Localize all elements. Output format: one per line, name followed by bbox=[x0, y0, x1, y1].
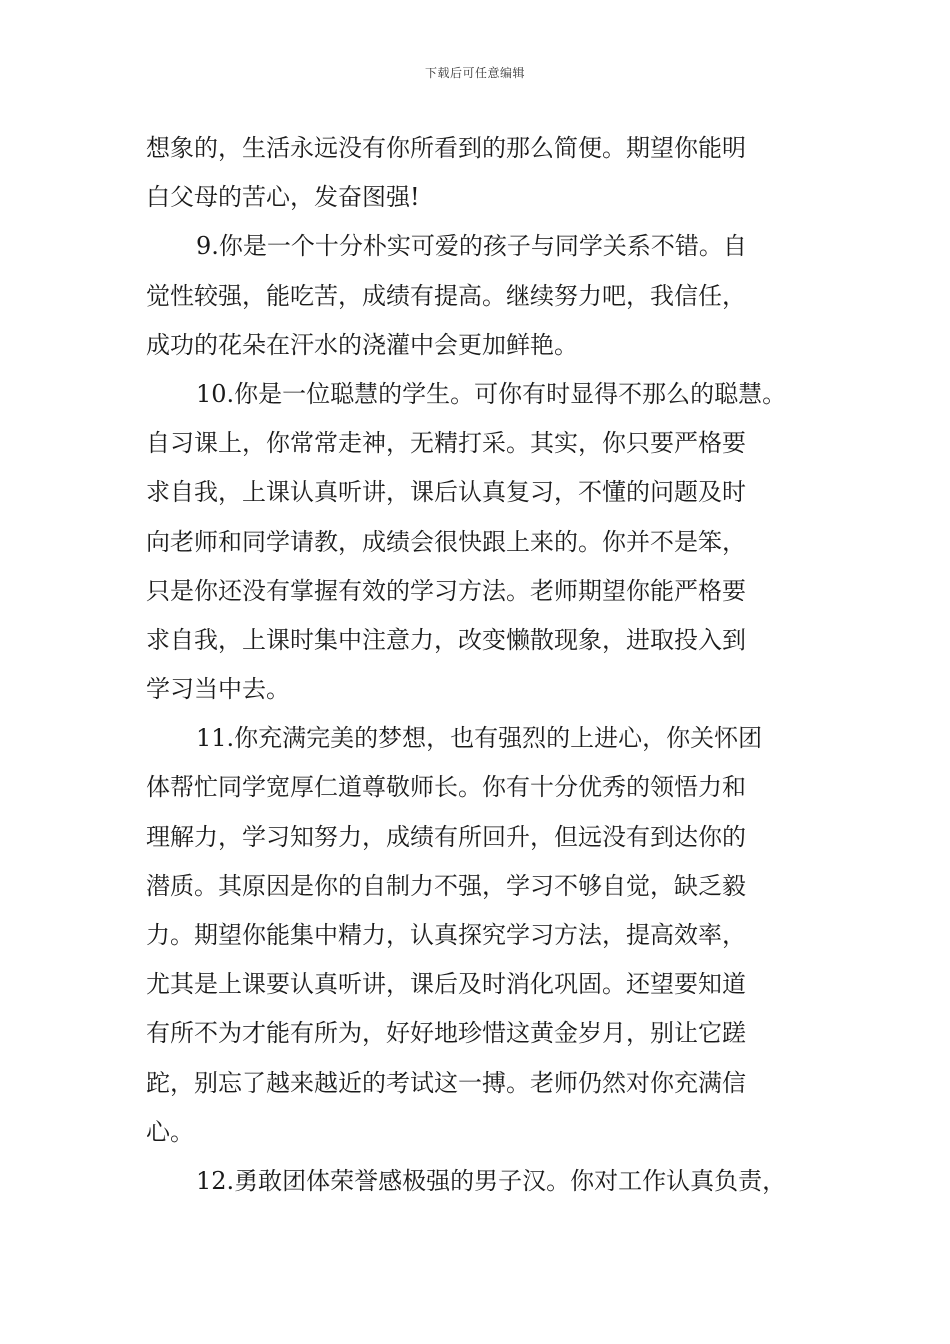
text-line: 白父母的苦心，发奋图强! bbox=[146, 183, 420, 212]
text-line: 跎，别忘了越来越近的考试这一搏。老师仍然对你充满信 bbox=[146, 1068, 746, 1097]
text-line: 想象的，生活永远没有你所看到的那么简便。期望你能明 bbox=[146, 134, 746, 162]
page-header: 下载后可任意编辑 bbox=[424, 66, 525, 80]
paragraph-first-line: 11.你充满完美的梦想，也有强烈的上进心，你关怀团 bbox=[196, 724, 763, 753]
text-line: 尤其是上课要认真听讲，课后及时消化巩固。还望要知道 bbox=[146, 970, 746, 999]
text-line: 潜质。其原因是你的自制力不强，学习不够自觉，缺乏毅 bbox=[146, 871, 746, 900]
text-line: 有所不为才能有所为，好好地珍惜这黄金岁月，别让它蹉 bbox=[146, 1019, 746, 1048]
text-line: 只是你还没有掌握有效的学习方法。老师期望你能严格要 bbox=[146, 576, 746, 605]
text-line: 觉性较强，能吃苦，成绩有提高。继续努力吧，我信任， bbox=[146, 281, 746, 310]
text-line: 自习课上，你常常走神，无精打采。其实，你只要严格要 bbox=[146, 429, 746, 458]
text-line: 求自我，上课认真听讲，课后认真复习，不懂的问题及时 bbox=[146, 478, 746, 507]
text-line: 向老师和同学请教，成绩会很快跟上来的。你并不是笨， bbox=[146, 527, 746, 556]
paragraph-first-line: 9.你是一个十分朴实可爱的孩子与同学关系不错。自 bbox=[196, 232, 747, 261]
document-body bbox=[146, 124, 836, 1206]
text-line: 体帮忙同学宽厚仁道尊敬师长。你有十分优秀的领悟力和 bbox=[146, 773, 746, 802]
paragraph-first-line: 12.勇敢团体荣誉感极强的男子汉。你对工作认真负责， bbox=[196, 1166, 787, 1195]
text-line: 学习当中去。 bbox=[146, 675, 290, 704]
text-line: 心。 bbox=[146, 1117, 194, 1146]
paragraph-first-line: 10.你是一位聪慧的学生。可你有时显得不那么的聪慧。 bbox=[196, 379, 787, 408]
text-line: 理解力，学习知努力，成绩有所回升，但远没有到达你的 bbox=[146, 822, 746, 851]
text-line: 力。期望你能集中精力，认真探究学习方法，提高效率， bbox=[146, 921, 746, 949]
text-line: 求自我，上课时集中注意力，改变懒散现象，进取投入到 bbox=[146, 625, 746, 654]
text-line: 成功的花朵在汗水的浇灌中会更加鲜艳。 bbox=[146, 330, 578, 359]
